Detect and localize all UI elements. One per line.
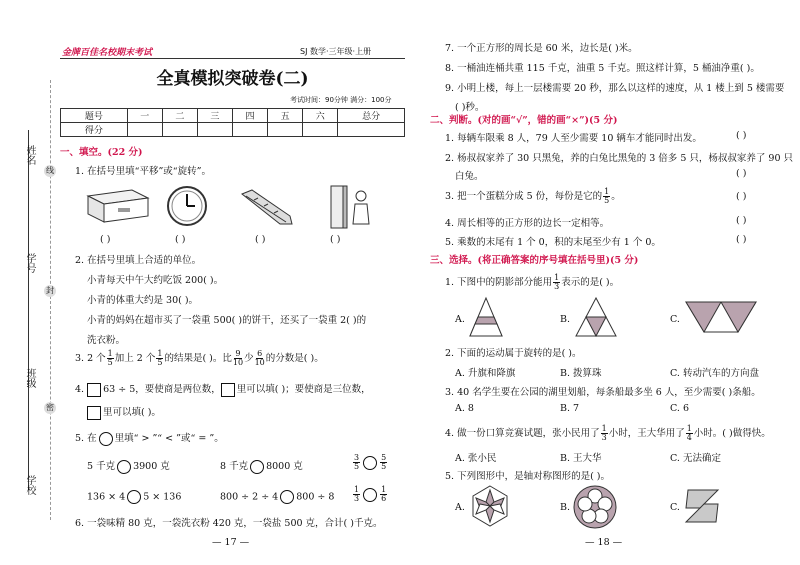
q1-blank-1[interactable]: ( ) xyxy=(100,234,111,245)
escalator-icon xyxy=(240,186,295,228)
q3-part-c: 的结果是( )。比 xyxy=(164,353,232,364)
q5-right: 5 × 136 xyxy=(143,491,182,503)
answer-box[interactable] xyxy=(87,383,101,397)
q5-left: 800 ÷ 2 ÷ 4 xyxy=(220,491,279,503)
q5-right: 3900 克 xyxy=(133,461,170,472)
numerator: 5 xyxy=(381,453,387,462)
q4-number: 4. xyxy=(75,384,85,395)
judge-4-answer[interactable]: ( ) xyxy=(736,215,747,226)
fraction xyxy=(380,486,387,503)
q3-part-a: 3. 2 个 xyxy=(75,353,106,364)
flower-circle-option-b-icon[interactable] xyxy=(572,484,618,530)
judge-4: 4. 周长相等的正方形的边长一定相等。 xyxy=(445,218,610,229)
denominator: 4 xyxy=(686,433,692,442)
drawer-icon xyxy=(82,188,152,228)
choice-2-c[interactable]: C. 转动汽车的方向盘 xyxy=(670,368,759,379)
q1-text: 1. 在括号里填“平移”或“旋转”。 xyxy=(75,166,212,177)
seal-mark-3: 密 xyxy=(46,403,54,412)
q3-text xyxy=(75,350,324,367)
numerator: 1 xyxy=(381,485,387,494)
q3-part-b: 加上 2 个 xyxy=(114,353,156,364)
score-header-cell: 二 xyxy=(162,109,197,123)
q1-blank-3[interactable]: ( ) xyxy=(255,234,266,245)
choice-1-label-b: B. xyxy=(560,314,571,325)
sidebar-number-label: 学号 xyxy=(24,253,35,273)
q1-blank-4[interactable]: ( ) xyxy=(330,234,341,245)
compare-circle[interactable] xyxy=(280,490,294,504)
score-table-score-row xyxy=(61,123,405,137)
numerator: 6 xyxy=(257,349,263,358)
q7-text: 7. 一个正方形的周长是 60 米，边长是( )米。 xyxy=(445,43,638,54)
binding-line xyxy=(50,80,51,520)
score-row-label: 得分 xyxy=(61,123,128,137)
choice-4-text: 4. 做一份口算竞赛试题，张小民用了 xyxy=(445,428,600,439)
star-hexagon-option-a-icon[interactable] xyxy=(468,484,512,528)
judge-3-answer[interactable]: ( ) xyxy=(736,191,747,202)
numerator: 3 xyxy=(354,453,360,462)
fraction xyxy=(380,454,387,471)
fraction xyxy=(553,274,560,291)
choice-1-label-a: A. xyxy=(455,314,465,325)
sidebar-school-label: 学校 xyxy=(24,475,35,495)
score-table xyxy=(60,108,405,137)
denominator: 10 xyxy=(232,358,244,367)
numerator: 1 xyxy=(354,485,360,494)
score-header-cell: 五 xyxy=(268,109,303,123)
choice-3-c[interactable]: C. 6 xyxy=(670,403,690,414)
choice-5-label-c: C. xyxy=(670,502,680,513)
score-header-cell: 题号 xyxy=(61,109,128,123)
denominator: 5 xyxy=(157,358,163,367)
q5-item-4 xyxy=(87,490,181,504)
name-line xyxy=(28,130,29,490)
judge-3-text: 3. 把一个蛋糕分成 5 份，每份是它的 xyxy=(445,191,603,202)
fraction xyxy=(353,454,360,471)
score-header-cell: 三 xyxy=(197,109,232,123)
judge-2-answer[interactable]: ( ) xyxy=(736,168,747,179)
fraction xyxy=(353,486,360,503)
q6-text: 6. 一袋味精 80 克，一袋洗衣粉 420 克，一袋盐 500 克，合计( )千克。 xyxy=(75,518,383,529)
answer-box[interactable] xyxy=(87,406,101,420)
choice-1-end: 表示的是( )。 xyxy=(561,277,620,288)
choice-2-a[interactable]: A. 升旗和降旗 xyxy=(455,368,516,379)
score-input-cell[interactable] xyxy=(232,123,267,137)
choice-4-end: 小时。( )做得快。 xyxy=(693,428,771,439)
compare-circle[interactable] xyxy=(250,460,264,474)
fraction xyxy=(686,425,693,442)
denominator: 6 xyxy=(381,494,387,503)
triangle-option-a-icon[interactable] xyxy=(468,296,504,338)
score-input-cell[interactable] xyxy=(303,123,338,137)
section3-title: 三、选择。(将正确答案的序号填在括号里)(5 分) xyxy=(430,255,639,266)
q4-part-c: 里可以填( )；要使商是三位数， xyxy=(236,384,371,395)
score-input-cell[interactable] xyxy=(197,123,232,137)
q9-line-1: 9. 小明上楼，每上一层楼需要 20 秒，那么以这样的速度，从 1 楼上到 5 楼需要 xyxy=(445,83,785,94)
q5-item-6 xyxy=(352,486,388,503)
choice-3: 3. 40 名学生要在公园的湖里划船，每条船最多坐 6 人，至少需要( )条船。 xyxy=(445,387,761,398)
fraction xyxy=(603,188,610,205)
fraction xyxy=(156,350,163,367)
numerator: 1 xyxy=(604,187,610,196)
numerator: 1 xyxy=(601,424,607,433)
choice-1 xyxy=(445,274,619,291)
choice-3-a[interactable]: A. 8 xyxy=(455,403,474,414)
answer-box[interactable] xyxy=(221,383,235,397)
q4-line-1 xyxy=(75,381,371,397)
choice-5-label-a: A. xyxy=(455,502,465,513)
q2-line-4: 洗衣粉。 xyxy=(87,335,126,346)
header-rule xyxy=(60,58,405,59)
q2-text: 2. 在括号里填上合适的单位。 xyxy=(75,255,202,266)
q4-line-2 xyxy=(87,404,161,420)
trapezoid-option-c-icon[interactable] xyxy=(684,300,758,334)
choice-5-label-b: B. xyxy=(560,502,571,513)
q5-left: 8 千克 xyxy=(220,461,249,472)
choice-2-b[interactable]: B. 拨算珠 xyxy=(560,368,602,379)
judge-5-answer[interactable]: ( ) xyxy=(736,234,747,245)
q1-blank-2[interactable]: ( ) xyxy=(175,234,186,245)
score-input-cell[interactable] xyxy=(162,123,197,137)
q5-part-b: 里填“ > ”“ < ”或“ = ”。 xyxy=(114,433,224,444)
q4-part-b: 63 ÷ 5，要使商是两位数， xyxy=(103,384,221,395)
denominator: 5 xyxy=(107,358,113,367)
circle-symbol xyxy=(99,432,113,446)
denominator: 3 xyxy=(554,282,560,291)
section1-title: 一、填空。(22 分) xyxy=(60,147,143,158)
door-person-icon xyxy=(325,184,375,230)
q5-left: 136 × 4 xyxy=(87,491,126,503)
score-table-header-row xyxy=(61,109,405,123)
q5-item-3 xyxy=(352,454,388,471)
fraction xyxy=(233,350,243,367)
compare-circle[interactable] xyxy=(363,488,377,502)
choice-1-text: 1. 下图中的阴影部分能用 xyxy=(445,277,553,288)
choice-5: 5. 下列图形中，是轴对称图形的是( )。 xyxy=(445,471,611,482)
q3-part-d: 少 xyxy=(244,353,254,364)
choice-4 xyxy=(445,425,771,442)
score-header-cell: 总分 xyxy=(338,109,405,123)
q5-part-a: 5. 在 xyxy=(75,433,97,444)
compare-circle[interactable] xyxy=(363,456,377,470)
score-input-cell[interactable] xyxy=(127,123,162,137)
seal-mark-1: 线 xyxy=(46,166,54,175)
q9-line-2: ( )秒。 xyxy=(455,102,485,113)
triangle-option-b-icon[interactable] xyxy=(574,296,618,338)
judge-3-end: 。 xyxy=(611,191,621,202)
left-page-number: — 17 — xyxy=(212,537,250,548)
q5-item-2 xyxy=(220,458,303,474)
subject-label: SJ 数学·三年级·上册 xyxy=(300,47,372,56)
judge-5: 5. 乘数的末尾有 1 个 0，积的末尾至少有 1 个 0。 xyxy=(445,237,661,248)
denominator: 3 xyxy=(601,433,607,442)
denominator: 5 xyxy=(381,462,387,471)
right-page-number: — 18 — xyxy=(585,537,623,548)
q5-left: 5 千克 xyxy=(87,461,116,472)
compare-circle[interactable] xyxy=(127,490,141,504)
q8-text: 8. 一桶油连桶共重 115 千克，油重 5 千克。照这样计算，5 桶油净重( )。 xyxy=(445,63,760,74)
choice-4-mid: 小时，王大华用了 xyxy=(608,428,685,439)
judge-3 xyxy=(445,188,621,205)
exam-info: 考试时间：90分钟 满分：100分 xyxy=(290,96,392,104)
page-title: 全真模拟突破卷(二) xyxy=(156,69,309,89)
q2-line-1: 小青每天中午大约吃饭 200( )。 xyxy=(87,275,224,286)
s-shape-option-c-icon[interactable] xyxy=(682,486,722,526)
score-header-cell: 一 xyxy=(127,109,162,123)
numerator: 1 xyxy=(107,349,113,358)
clock-icon xyxy=(165,184,209,228)
score-header-cell: 四 xyxy=(232,109,267,123)
fraction xyxy=(255,350,265,367)
numerator: 1 xyxy=(686,424,692,433)
q2-line-2: 小青的体重大约是 30( )。 xyxy=(87,295,199,306)
sidebar-name-label: 姓名 xyxy=(24,145,35,165)
judge-2-line-2: 白兔。 xyxy=(455,171,484,182)
choice-4-b[interactable]: B. 王大华 xyxy=(560,453,602,464)
sidebar-class-label: 班级 xyxy=(24,368,35,388)
choice-2: 2. 下面的运动属于旋转的是( )。 xyxy=(445,348,582,359)
denominator: 5 xyxy=(604,196,610,205)
q3-part-e: 的分数是( )。 xyxy=(265,353,324,364)
score-input-cell[interactable] xyxy=(338,123,405,137)
compare-circle[interactable] xyxy=(117,460,131,474)
q2-line-3: 小青的妈妈在超市买了一袋重 500( )的饼干，还买了一袋重 2( )的 xyxy=(87,315,367,326)
score-input-cell[interactable] xyxy=(268,123,303,137)
series-label: 金牌百佳名校期末考试 xyxy=(62,48,153,58)
choice-1-label-c: C. xyxy=(670,314,680,325)
seal-mark-2: 封 xyxy=(46,286,54,295)
denominator: 3 xyxy=(354,494,360,503)
q5-item-5 xyxy=(220,490,334,504)
fraction xyxy=(107,350,114,367)
score-header-cell: 六 xyxy=(303,109,338,123)
numerator: 9 xyxy=(235,349,241,358)
denominator: 10 xyxy=(254,358,265,367)
fraction xyxy=(601,425,608,442)
judge-1: 1. 每辆车限乘 8 人，79 人至少需要 10 辆车才能同时出发。 xyxy=(445,133,702,144)
denominator: 5 xyxy=(354,462,360,471)
q5-right: 8000 克 xyxy=(266,461,303,472)
judge-1-answer[interactable]: ( ) xyxy=(736,130,747,141)
q5-item-1 xyxy=(87,458,170,474)
choice-3-b[interactable]: B. 7 xyxy=(560,403,580,414)
judge-2-line-1: 2. 杨叔叔家养了 30 只黑兔，养的白兔比黑兔的 3 倍多 5 只，杨叔叔家养了 90 只 xyxy=(445,153,794,164)
section2-title: 二、判断。(对的画“√”，错的画“×”)(5 分) xyxy=(430,115,618,126)
numerator: 1 xyxy=(157,349,163,358)
q5-text xyxy=(75,430,224,446)
numerator: 1 xyxy=(554,273,560,282)
q5-right: 800 ÷ 8 xyxy=(296,491,335,503)
q4-part-d: 里可以填( )。 xyxy=(103,407,161,418)
choice-4-a[interactable]: A. 张小民 xyxy=(455,453,497,464)
choice-4-c[interactable]: C. 无法确定 xyxy=(670,453,721,464)
